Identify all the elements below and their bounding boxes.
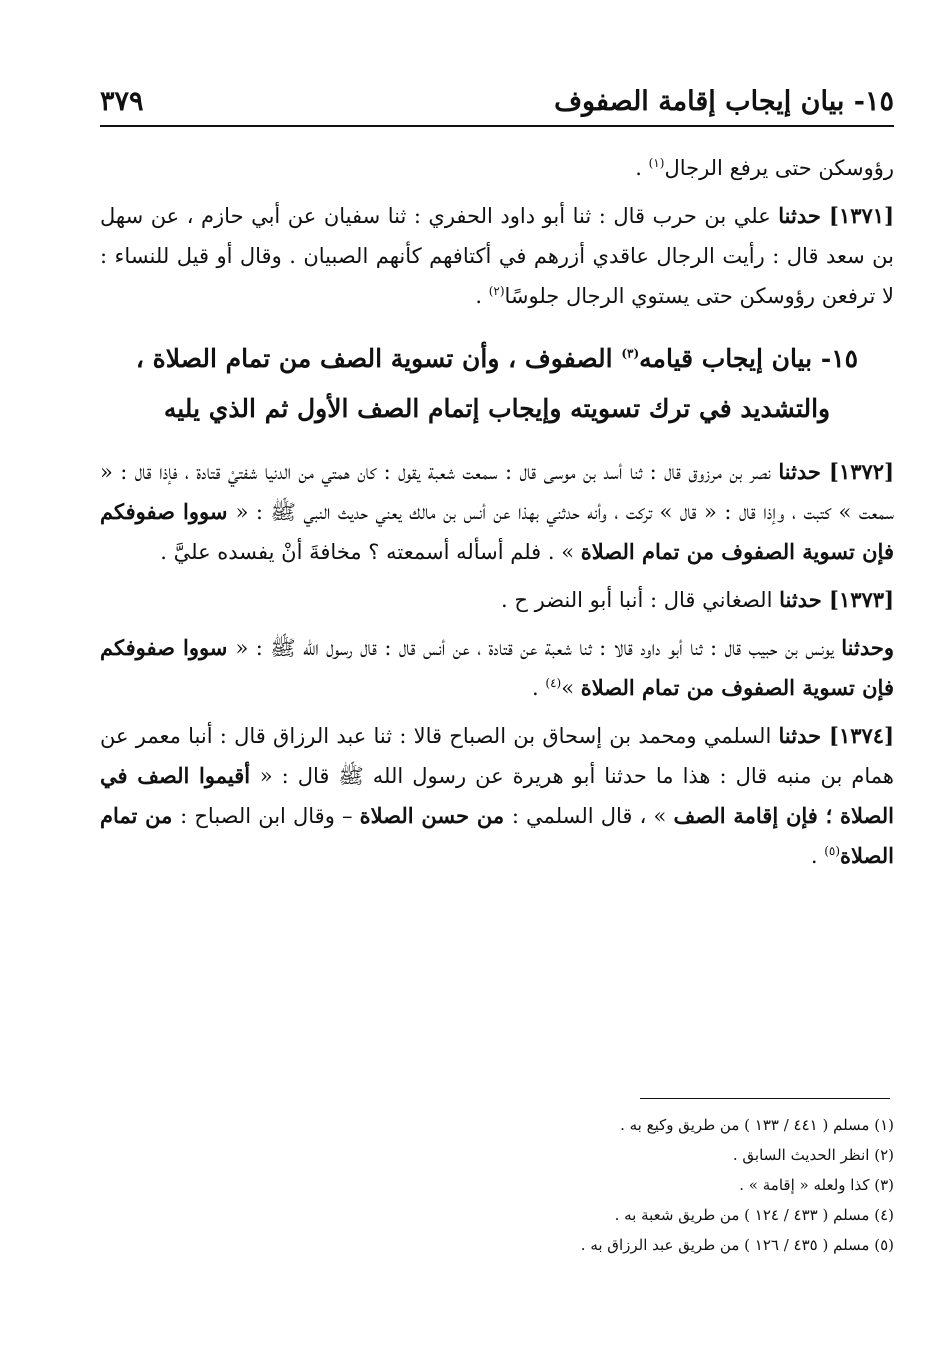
hadith-text: – وقال ابن الصباح : — [180, 804, 360, 828]
hadith-text: نصر بن مرزوق قال : ثنا أسد بن موسى قال : سمعت شعبة يقول : كان همتي من الدنيا شفتيْ قتادة ، فإذا قال : « سمعت » كتبت ، وإذا قال : « قال » تركت ، وأنه حدثني بهذا عن أنس بن مالك يعني حديث النبي ﷺ : « — [100, 460, 894, 524]
text: . — [475, 284, 489, 308]
hadith-number: [١٣٧٣] حدثنا — [779, 587, 894, 612]
prophetic-quote: من تمام الصلاة — [100, 803, 894, 868]
prophetic-quote: سووا صفوفكم فإن تسوية الصفوف من تمام الصلاة — [100, 635, 894, 700]
text: رؤوسكن حتى يرفع الرجال — [664, 156, 894, 180]
hadith-number: [١٣٧٢] حدثنا — [778, 459, 894, 484]
header-rule — [100, 125, 894, 127]
text: . — [810, 844, 825, 868]
prophetic-quote: من حسن الصلاة — [359, 803, 512, 828]
prophetic-quote: أقيموا الصف في الصلاة ؛ فإن إقامة الصف — [100, 763, 894, 828]
footnote-ref: (٣) — [621, 346, 640, 361]
text: . — [532, 676, 546, 700]
page-number: ٣٧٩ — [100, 85, 144, 117]
hadith-text: » ، قال السلمي : — [511, 804, 674, 828]
footnote-ref: (٢) — [488, 284, 505, 298]
hadith-1371 — [100, 196, 894, 316]
chapter-running-title: ١٥- بيان إيجاب إقامة الصفوف — [554, 85, 894, 117]
hadith-text: السلمي ومحمد بن إسحاق بن الصباح قالا : ثنا عبد الرزاق قال : أنبا معمر عن همام بن منبه قال : هذا ما حدثنا أبو هريرة عن رسول الله ﷺ قال : « — [100, 724, 894, 788]
hadith-number: [١٣٧٤] حدثنا — [778, 723, 894, 748]
footnotes — [100, 1110, 894, 1260]
hadith-text: علي بن حرب قال : ثنا أبو داود الحفري : ثنا سفيان عن أبي حازم ، عن سهل بن سعد قال : رأيت الرجال عاقدي أزرهم في أكتافهم كأنهم الصبيان . وقال أو قيل للنساء : لا ترفعن رؤوسكن حتى يستوي الرجال جلوسًا — [100, 204, 894, 308]
hadith-1374 — [100, 716, 894, 876]
running-header — [100, 78, 894, 124]
footnote-item: (٥) مسلم ( ٤٣٥ / ١٢٦ ) من طريق عبد الرزاق به . — [580, 1236, 894, 1254]
paragraph-continuation — [100, 148, 894, 188]
hadith-text: الصغاني قال : أنبا أبو النضر ح . — [501, 588, 780, 612]
hadith-number: [١٣٧١] حدثنا — [778, 203, 894, 228]
chapter-heading — [100, 334, 894, 434]
footnote-ref: (١) — [648, 156, 665, 170]
footnote-ref: (٥) — [824, 844, 841, 858]
footnote-ref: (٤) — [545, 676, 562, 690]
hadith-1373 — [100, 580, 894, 620]
chain-lead: وحدثنا — [841, 635, 894, 660]
main-text — [100, 148, 894, 876]
footnote-separator — [640, 1098, 890, 1099]
hadith-text: » — [561, 676, 581, 700]
prophetic-quote: سووا صفوفكم فإن تسوية الصفوف من تمام الصلاة — [100, 499, 894, 564]
text: . — [635, 156, 649, 180]
footnote-item: (١) مسلم ( ٤٤١ / ١٣٣ ) من طريق وكيع به . — [620, 1116, 894, 1134]
hadith-1372 — [100, 452, 894, 572]
chapter-title-part: ١٥- بيان إيجاب قيامه — [639, 344, 859, 373]
hadith-text: » . فلم أسأله أسمعته ؟ مخافةَ أنْ يفسده عليَّ . — [160, 540, 581, 564]
hadith-text: يونس بن حبيب قال : ثنا أبو داود قالا : ثنا شعبة عن قتادة ، عن أنس قال : قال رسول الله ﷺ : « — [235, 636, 842, 660]
chapter-title-part: الصفوف ، وأن تسوية الصف من تمام الصلاة ، والتشديد في ترك تسويته وإيجاب إتمام الصف الأول ثم الذي يليه — [135, 344, 831, 423]
footnote-item: (٢) انظر الحديث السابق . — [732, 1146, 894, 1164]
footnote-item: (٤) مسلم ( ٤٣٣ / ١٢٤ ) من طريق شعبة به . — [614, 1206, 894, 1224]
hadith-1373-second-chain — [100, 628, 894, 708]
footnote-item: (٣) كذا ولعله « إقامة » . — [739, 1176, 894, 1194]
